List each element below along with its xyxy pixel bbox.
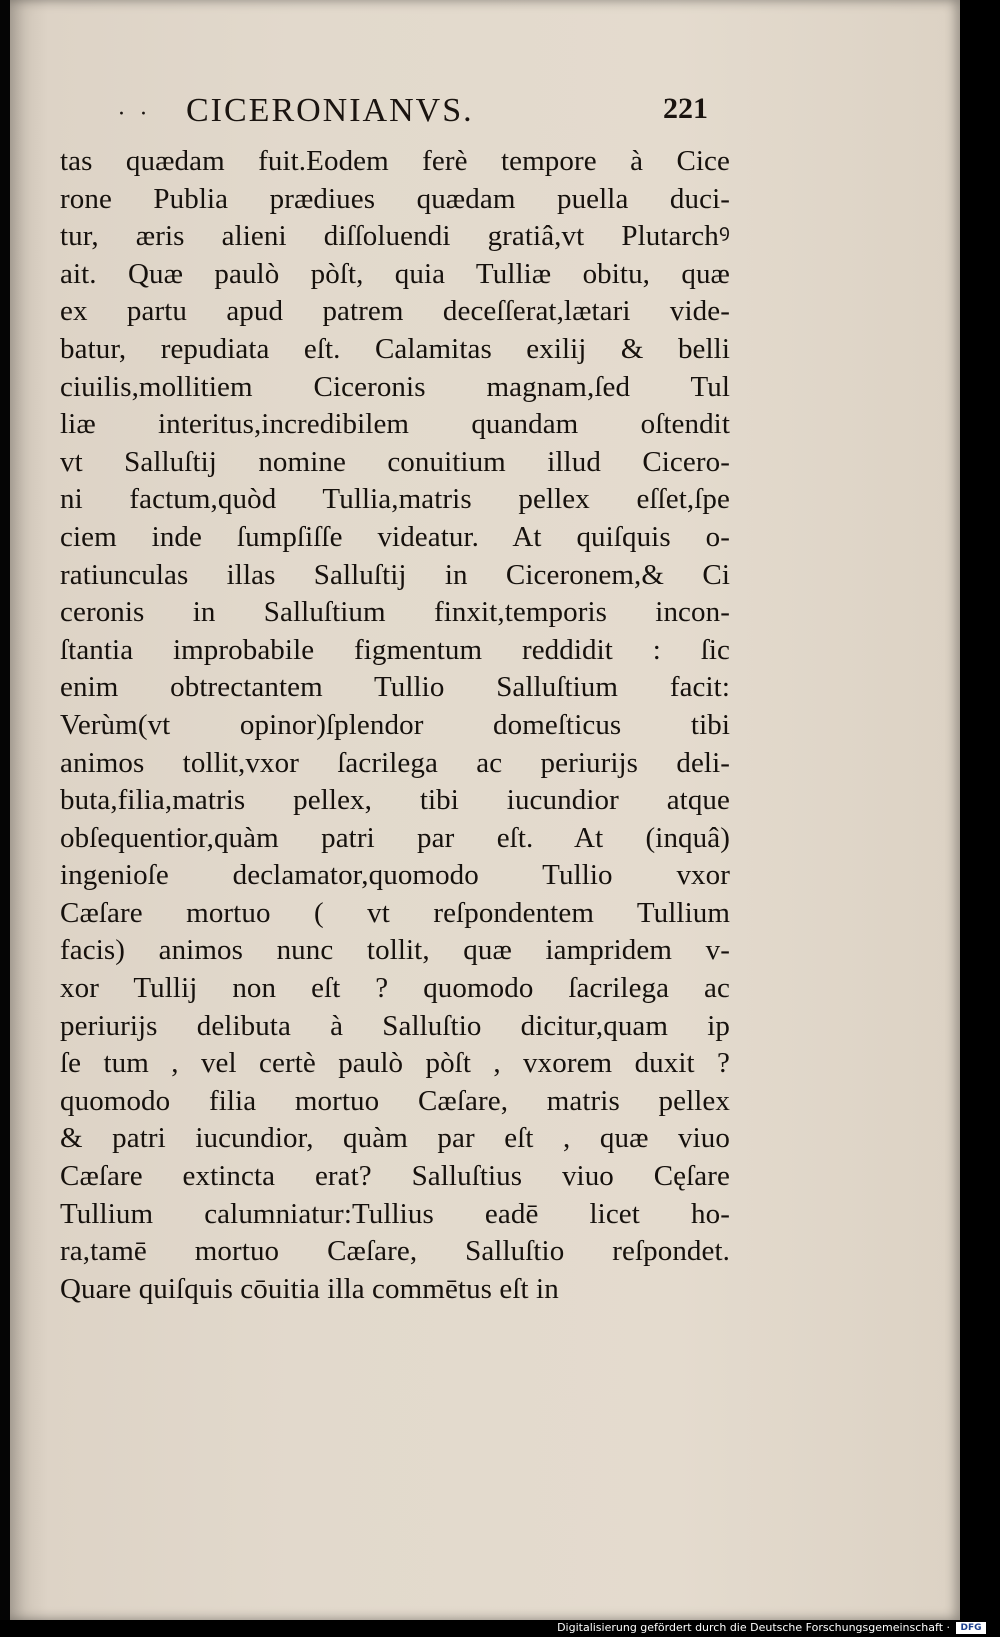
text-line: animos tollit,vxor ſacrilega ac periurijs deli- [60, 746, 730, 779]
text-line: quomodo filia mortuo Cæſare, matris pellex [60, 1084, 730, 1117]
footer-bar [0, 1620, 1000, 1637]
text-line: liæ interitus,incredibilem quandam oſtendit [60, 408, 730, 441]
text-line: ceronis in Salluſtium finxit,temporis incon- [60, 596, 730, 629]
text-line: Quare quiſquis cōuitia illa commētus eſt in [60, 1272, 559, 1305]
page-header [118, 92, 708, 142]
header-ornament: · · [118, 102, 151, 127]
digitization-credit: Digitalisierung gefördert durch die Deutsche Forschungsgemeinschaft · [557, 1621, 950, 1634]
page-number: 221 [663, 92, 708, 125]
text-line: ciem inde ſumpſiſſe videatur. At quiſquis o- [60, 520, 730, 553]
text-line: ni factum,quòd Tullia,matris pellex eſſet,ſpe [60, 483, 730, 516]
text-line: & patri iucundior, quàm par eſt , quæ viuo [60, 1122, 730, 1155]
text-line: batur, repudiata eſt. Calamitas exilij & belli [60, 332, 730, 365]
text-line: ſe tum , vel certè paulò pòſt , vxorem duxit ? [60, 1047, 730, 1080]
text-line: periurijs delibuta à Salluſtio dicitur,quam ip [60, 1009, 730, 1042]
text-line: facis) animos nunc tollit, quæ iampridem v- [60, 934, 730, 967]
scan-edge [960, 0, 1000, 1637]
text-line: ciuilis,mollitiem Ciceronis magnam,ſed Tul [60, 370, 730, 403]
text-line: Verùm(vt opinor)ſplendor domeſticus tibi [60, 708, 730, 741]
text-line: xor Tullij non eſt ? quomodo ſacrilega ac [60, 972, 730, 1005]
text-line: ex partu apud patrem deceſſerat,lætari vide- [60, 295, 730, 328]
text-line: ratiunculas illas Salluſtij in Ciceronem,& Ci [60, 558, 730, 591]
text-line: vt Salluſtij nomine conuitium illud Cicero- [60, 445, 730, 478]
text-line: buta,filia,matris pellex, tibi iucundior atque [60, 784, 730, 817]
text-line: Tullium calumniatur:Tullius eadē licet ho- [60, 1197, 730, 1230]
text-line: Cæſare mortuo ( vt reſpondentem Tullium [60, 896, 730, 929]
text-line: obſequentior,quàm patri par eſt. At (inquâ) [60, 821, 730, 854]
text-line: enim obtrectantem Tullio Salluſtium facit: [60, 671, 730, 704]
body-text [60, 143, 730, 1308]
text-line: tas quædam fuit.Eodem ferè tempore à Cice [60, 145, 730, 177]
dfg-logo: DFG [956, 1622, 986, 1634]
text-line: ingenioſe declamator,quomodo Tullio vxor [60, 859, 730, 892]
text-line: rone Publia prædiues quædam puella duci- [60, 182, 730, 215]
text-line: ſtantia improbabile figmentum reddidit : ſic [60, 633, 730, 666]
text-line: ra,tamē mortuo Cæſare, Salluſtio reſpondet. [60, 1235, 730, 1268]
text-line: tur, æris alieni diſſoluendi gratiâ,vt Plutarchꝰ [60, 220, 730, 253]
running-title: CICERONIANVS. [186, 92, 474, 129]
text-line: ait. Quæ paulò pòſt, quia Tulliæ obitu, quæ [60, 257, 730, 290]
text-line: Cæſare extincta erat? Salluſtius viuo Cęſare [60, 1160, 730, 1193]
